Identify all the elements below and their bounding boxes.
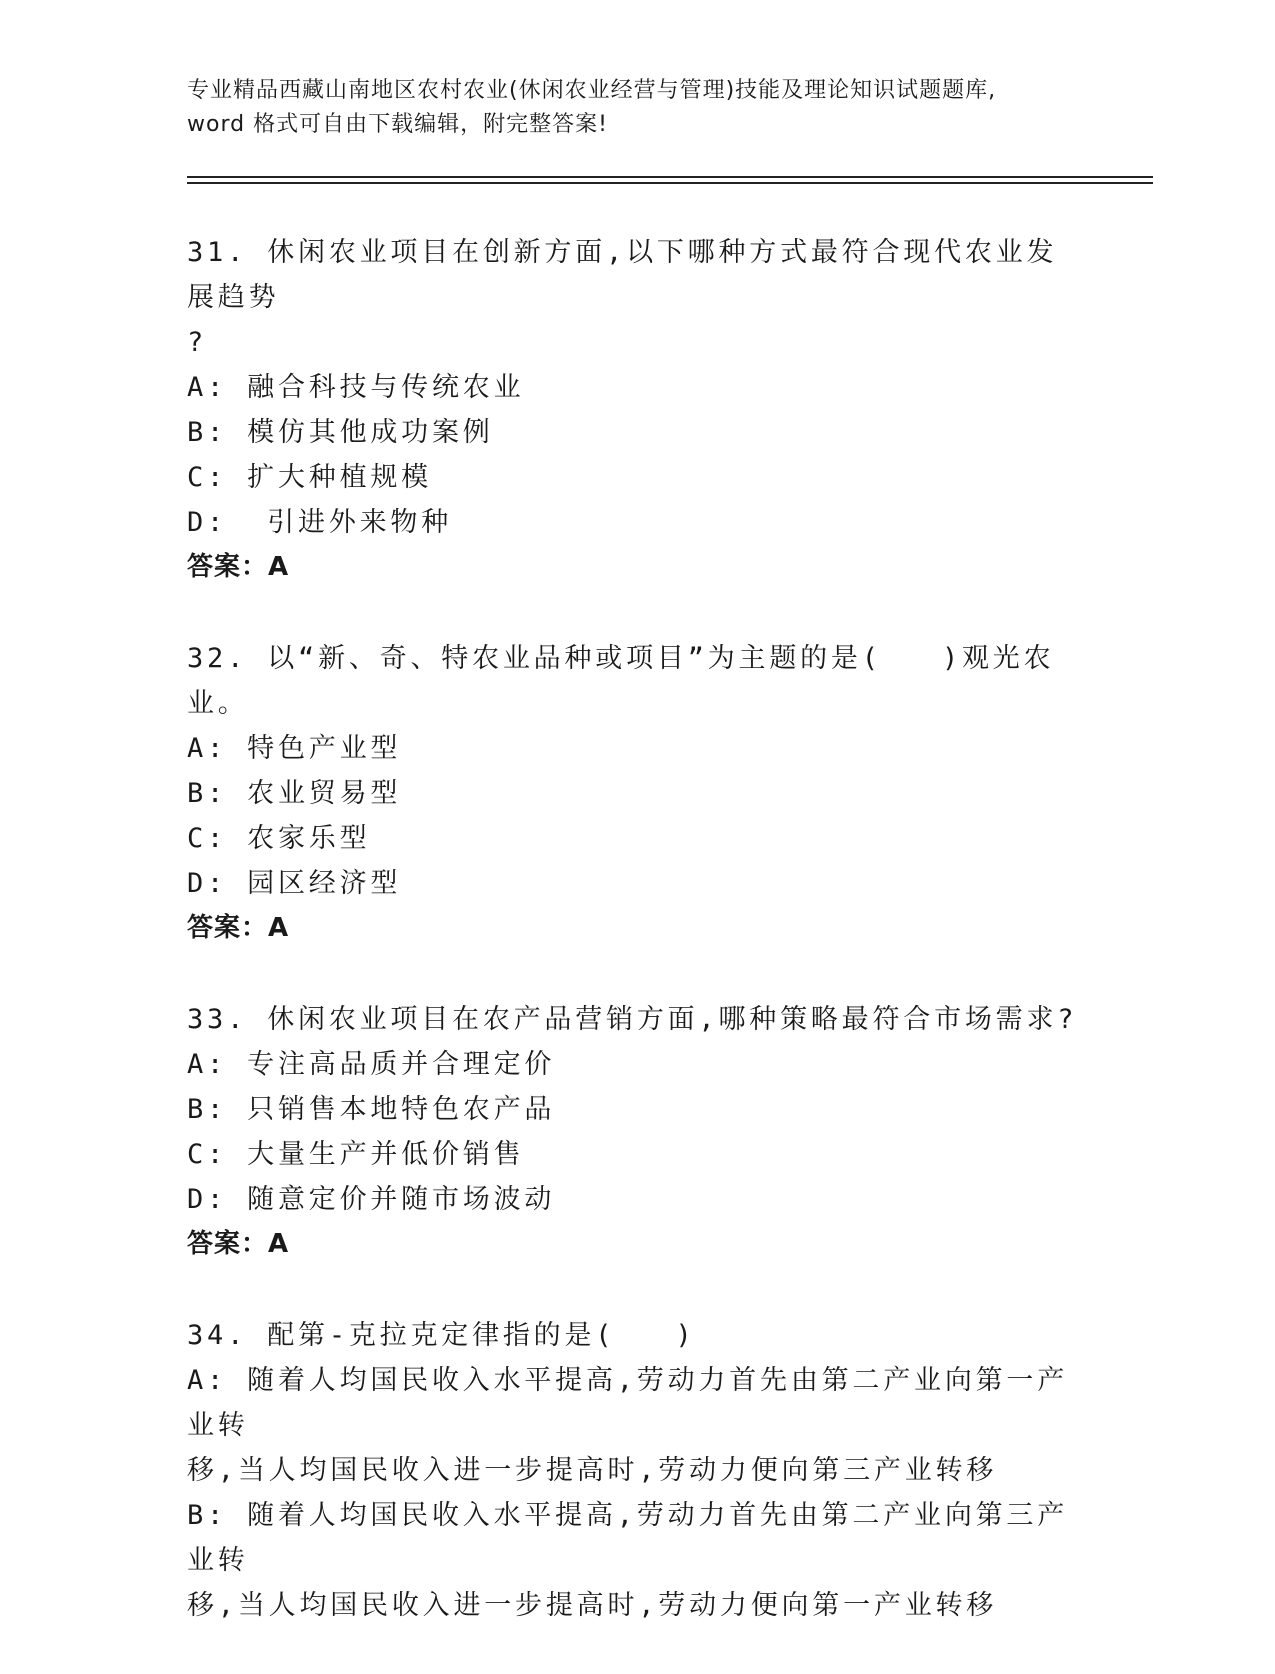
option-d: D: 随意定价并随市场波动 [187, 1184, 556, 1215]
header-title-line-1: 专业精品西藏山南地区农村农业(休闲农业经营与管理)技能及理论知识试题题库, [187, 78, 997, 103]
option-c: C: 大量生产并低价销售 [187, 1139, 525, 1170]
option-a: A: 特色产业型 [187, 733, 402, 764]
answer-line: 答案：A [187, 913, 290, 943]
option-a: A: 随着人均国民收入水平提高,劳动力首先由第二产业向第一产业转 [187, 1365, 1069, 1441]
question-32 [187, 636, 1087, 951]
option-a: A: 专注高品质并合理定价 [187, 1049, 556, 1080]
header-title-line-2: word 格式可自由下载编辑，附完整答案! [187, 112, 608, 137]
answer-line: 答案：A [187, 552, 290, 582]
option-b: B: 农业贸易型 [187, 778, 402, 809]
question-list [187, 230, 1087, 1674]
question-text: 31. 休闲农业项目在创新方面,以下哪种方式最符合现代农业发展趋势 [187, 237, 1058, 313]
question-31 [187, 230, 1087, 590]
option-c: C: 扩大种植规模 [187, 462, 432, 493]
option-d: D: 园区经济型 [187, 868, 402, 899]
option-c: C: 农家乐型 [187, 823, 371, 854]
option-b-continued: 移,当人均国民收入进一步提高时,劳动力便向第一产业转移 [187, 1590, 998, 1621]
question-text: 34. 配第-克拉克定律指的是( ) [187, 1320, 696, 1351]
question-text: 33. 休闲农业项目在农产品营销方面,哪种策略最符合市场需求? [187, 1004, 1078, 1035]
option-a-continued: 移,当人均国民收入进一步提高时,劳动力便向第三产业转移 [187, 1455, 998, 1486]
question-33 [187, 997, 1087, 1267]
option-a: A: 融合科技与传统农业 [187, 372, 525, 403]
question-34 [187, 1313, 1087, 1628]
option-b: B: 只销售本地特色农产品 [187, 1094, 556, 1125]
option-b: B: 模仿其他成功案例 [187, 417, 494, 448]
document-header [187, 74, 1087, 142]
option-d: D: 引进外来物种 [187, 507, 453, 538]
question-text: 32. 以“新、奇、特农业品种或项目”为主题的是( )观光农业。 [187, 643, 1055, 719]
answer-line: 答案：A [187, 1229, 290, 1259]
header-divider-top [187, 176, 1153, 178]
header-divider-bottom [187, 182, 1153, 184]
option-b: B: 随着人均国民收入水平提高,劳动力首先由第二产业向第三产业转 [187, 1500, 1069, 1576]
question-text: ? [187, 327, 208, 358]
